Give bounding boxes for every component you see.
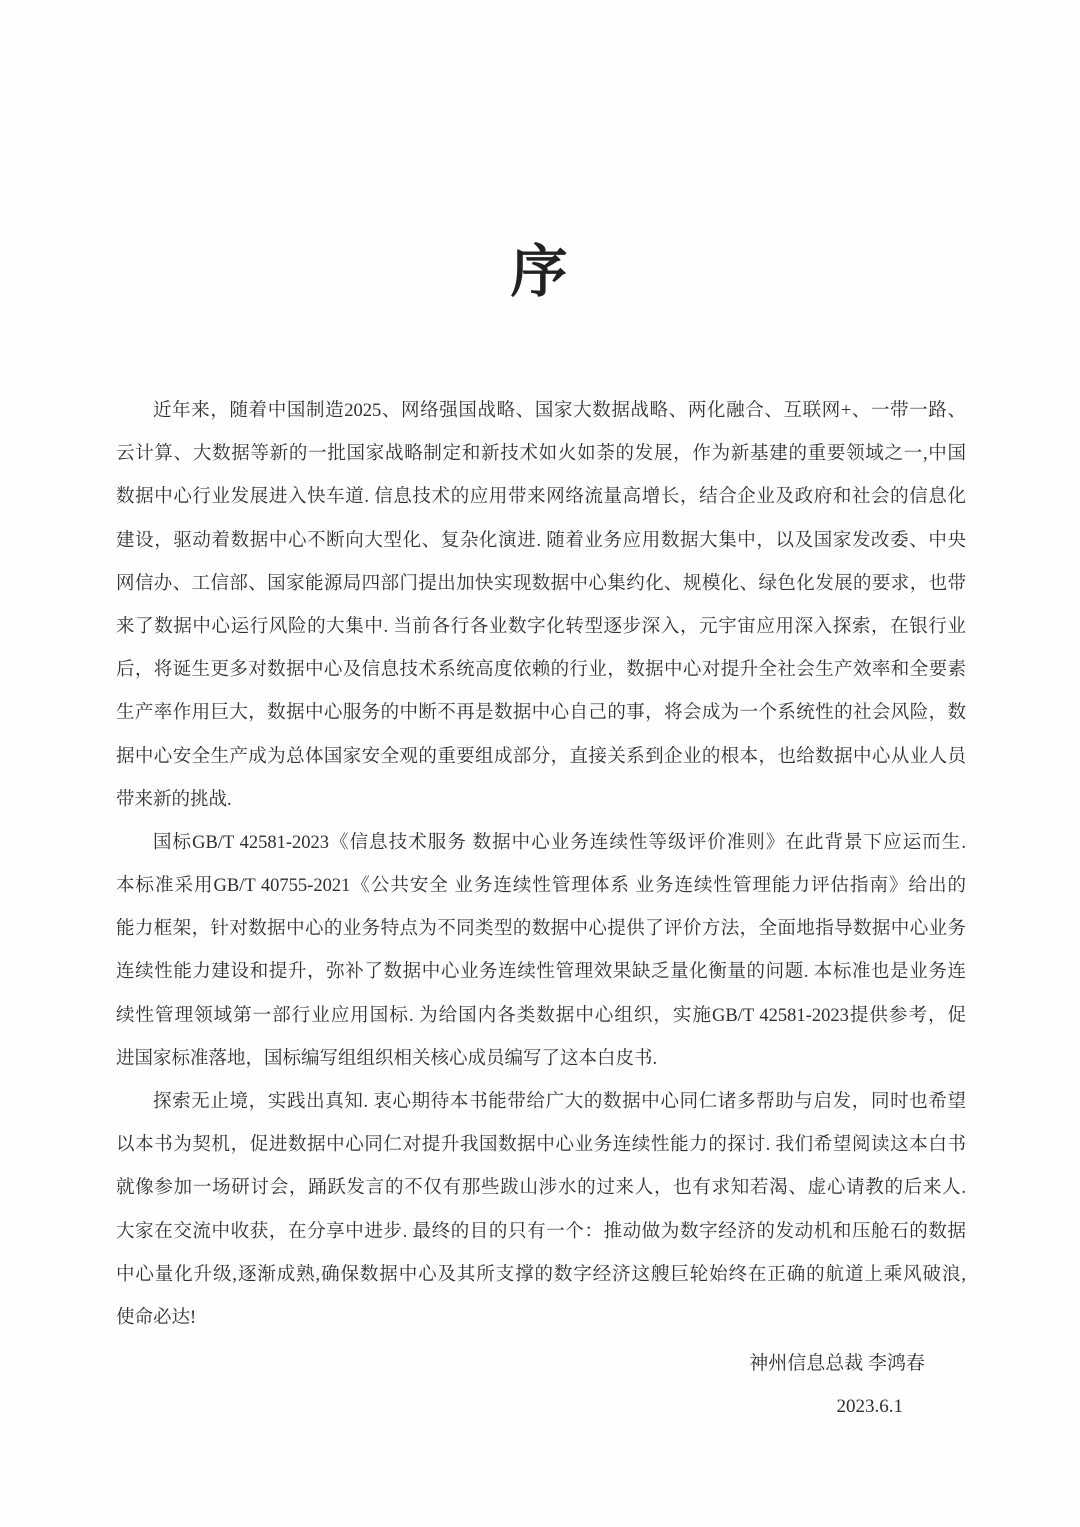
- text-line: 带来新的挑战.: [116, 789, 232, 810]
- text-line: 生产率作用巨大，数据中心服务的中断不再是数据中心自己的事，将会成为一个系统性的社会风险，数: [116, 703, 966, 724]
- document-body: [116, 390, 966, 1340]
- paragraph: [116, 390, 966, 822]
- text-line: 进国家标准落地，国标编写组组织相关核心成员编写了这本白皮书.: [116, 1048, 658, 1069]
- paragraph: [116, 1081, 966, 1340]
- text-line: 据中心安全生产成为总体国家安全观的重要组成部分，直接关系到企业的根本，也给数据中心从业人员: [116, 746, 966, 767]
- text-line: 中心量化升级,逐渐成熟,确保数据中心及其所支撑的数字经济这艘巨轮始终在正确的航道上乘风破浪,: [116, 1264, 966, 1285]
- text-line: 能力框架，针对数据中心的业务特点为不同类型的数据中心提供了评价方法，全面地指导数据中心业务: [116, 919, 966, 940]
- text-line: 后，将诞生更多对数据中心及信息技术系统高度依赖的行业，数据中心对提升全社会生产效率和全要素: [116, 660, 966, 681]
- page-title: 序: [510, 241, 570, 304]
- text-line: 本标准采用GB/T 40755-2021《公共安全 业务连续性管理体系 业务连续性管理能力评估指南》给出的: [116, 876, 966, 897]
- text-line: 探索无止境，实践出真知. 衷心期待本书能带给广大的数据中心同仁诸多帮助与启发，同时也希望: [153, 1092, 966, 1112]
- paragraph: [116, 822, 966, 1081]
- text-line: 使命必达!: [116, 1307, 197, 1328]
- text-line: 大家在交流中收获，在分享中进步. 最终的目的只有一个：推动做为数字经济的发动机和压舱石的数据: [116, 1221, 966, 1242]
- text-line: 就像参加一场研讨会，踊跃发言的不仅有那些跋山涉水的过来人，也有求知若渴、虚心请教的后来人.: [116, 1178, 966, 1199]
- text-line: 以本书为契机，促进数据中心同仁对提升我国数据中心业务连续性能力的探讨. 我们希望阅读这本白书: [116, 1135, 966, 1156]
- signature: 神州信息总裁 李鸿春: [749, 1353, 925, 1375]
- text-line: 云计算、大数据等新的一批国家战略制定和新技术如火如荼的发展，作为新基建的重要领域之一,中国: [116, 444, 966, 465]
- text-line: 近年来，随着中国制造2025、网络强国战略、国家大数据战略、两化融合、互联网+、一带一路、: [153, 401, 966, 421]
- text-line: 国标GB/T 42581-2023《信息技术服务 数据中心业务连续性等级评价准则》在此背景下应运而生.: [153, 832, 966, 853]
- text-line: 网信办、工信部、国家能源局四部门提出加快实现数据中心集约化、规模化、绿色化发展的要求，也带: [116, 573, 966, 594]
- signature-date: 2023.6.1: [836, 1396, 903, 1418]
- text-line: 来了数据中心运行风险的大集中. 当前各行各业数字化转型逐步深入，元宇宙应用深入探索，在银行业: [116, 616, 966, 637]
- text-line: 续性管理领域第一部行业应用国标. 为给国内各类数据中心组织，实施GB/T 42581-2023提供参考，促: [116, 1005, 966, 1026]
- text-line: 连续性能力建设和提升，弥补了数据中心业务连续性管理效果缺乏量化衡量的问题. 本标准也是业务连: [116, 962, 966, 983]
- text-line: 建设，驱动着数据中心不断向大型化、复杂化演进. 随着业务应用数据大集中，以及国家发改委、中央: [116, 530, 966, 551]
- text-line: 数据中心行业发展进入快车道. 信息技术的应用带来网络流量高增长，结合企业及政府和社会的信息化: [116, 487, 966, 508]
